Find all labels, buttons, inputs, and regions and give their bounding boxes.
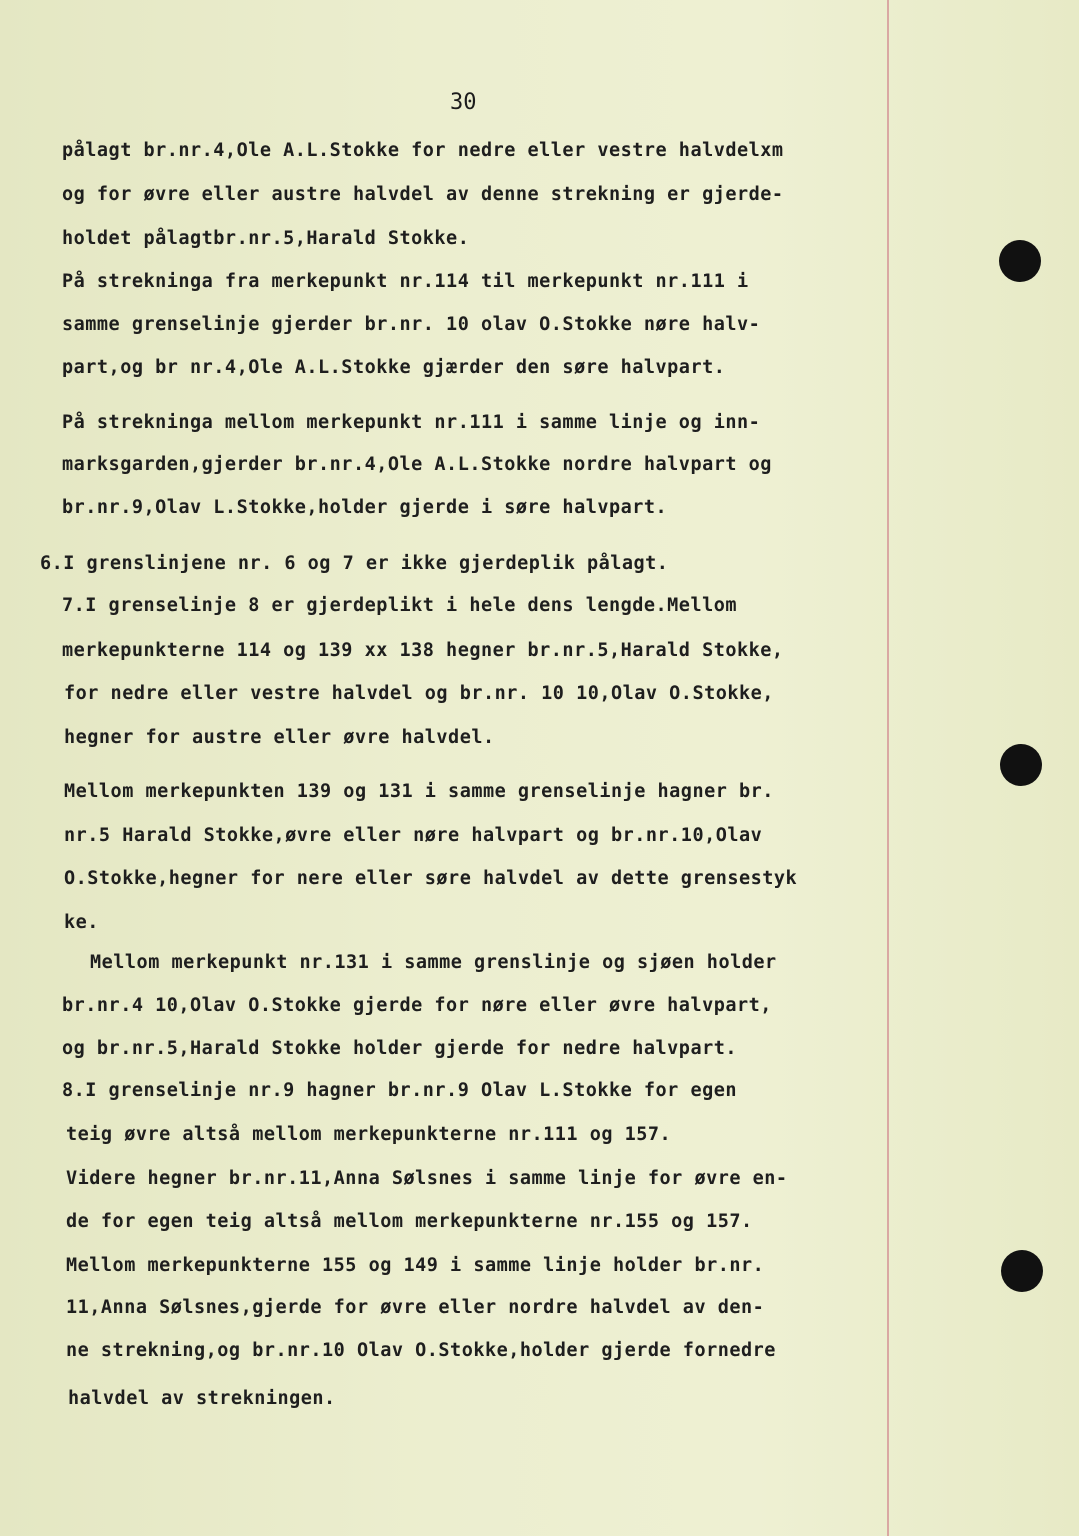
text-line: og br.nr.5,Harald Stokke holder gjerde for nedre halvpart. [62, 1038, 738, 1059]
text-line: Mellom merkepunkterne 155 og 149 i samme linje holder br.nr. [66, 1255, 765, 1276]
text-line: for nedre eller vestre halvdel og br.nr. 10 10,Olav O.Stokke, [64, 683, 774, 704]
punch-hole-middle [1000, 744, 1042, 786]
text-line: På strekninga fra merkepunkt nr.114 til merkepunkt nr.111 i [62, 271, 749, 292]
text-line: part,og br nr.4,Ole A.L.Stokke gjærder den søre halvpart. [62, 357, 726, 378]
punch-hole-bottom [1001, 1250, 1043, 1292]
page-number: 30 [450, 90, 477, 115]
text-line: 8.I grenselinje nr.9 hagner br.nr.9 Olav L.Stokke for egen [62, 1080, 738, 1101]
text-line: Videre hegner br.nr.11,Anna Sølsnes i samme linje for øvre en- [66, 1168, 788, 1189]
text-line: halvdel av strekningen. [68, 1388, 336, 1409]
text-line: de for egen teig altså mellom merkepunkterne nr.155 og 157. [66, 1211, 753, 1232]
text-line: marksgarden,gjerder br.nr.4,Ole A.L.Stokke nordre halvpart og [62, 454, 772, 475]
text-line: br.nr.4 10,Olav O.Stokke gjerde for nøre eller øvre halvpart, [62, 995, 772, 1016]
text-line: Mellom merkepunkten 139 og 131 i samme grenselinje hagner br. [64, 781, 774, 802]
text-line: pålagt br.nr.4,Ole A.L.Stokke for nedre eller vestre halvdelxm [62, 140, 784, 161]
margin-line [887, 0, 889, 1536]
text-line: samme grenselinje gjerder br.nr. 10 olav O.Stokke nøre halv- [62, 314, 761, 335]
text-line: holdet pålagtbr.nr.5,Harald Stokke. [62, 228, 470, 249]
text-line: O.Stokke,hegner for nere eller søre halvdel av dette grensestyk [64, 868, 798, 889]
text-line: ke. [64, 912, 99, 933]
text-line: Mellom merkepunkt nr.131 i samme grenslinje og sjøen holder [90, 952, 777, 973]
text-line: 6.I grenslinjene nr. 6 og 7 er ikke gjerdeplik pålagt. [40, 553, 669, 574]
text-line: teig øvre altså mellom merkepunkterne nr.111 og 157. [66, 1124, 672, 1145]
text-line: 11,Anna Sølsnes,gjerde for øvre eller nordre halvdel av den- [66, 1297, 765, 1318]
text-line: nr.5 Harald Stokke,øvre eller nøre halvpart og br.nr.10,Olav [64, 825, 763, 846]
text-line: br.nr.9,Olav L.Stokke,holder gjerde i søre halvpart. [62, 497, 668, 518]
text-line: og for øvre eller austre halvdel av denne strekning er gjerde- [62, 184, 784, 205]
text-line: ne strekning,og br.nr.10 Olav O.Stokke,holder gjerde fornedre [66, 1340, 776, 1361]
text-line: hegner for austre eller øvre halvdel. [64, 727, 495, 748]
text-line: På strekninga mellom merkepunkt nr.111 i samme linje og inn- [62, 412, 761, 433]
text-line: 7.I grenselinje 8 er gjerdeplikt i hele dens lengde.Mellom [62, 595, 738, 616]
text-line: merkepunkterne 114 og 139 xx 138 hegner br.nr.5,Harald Stokke, [62, 640, 784, 661]
punch-hole-top [999, 240, 1041, 282]
